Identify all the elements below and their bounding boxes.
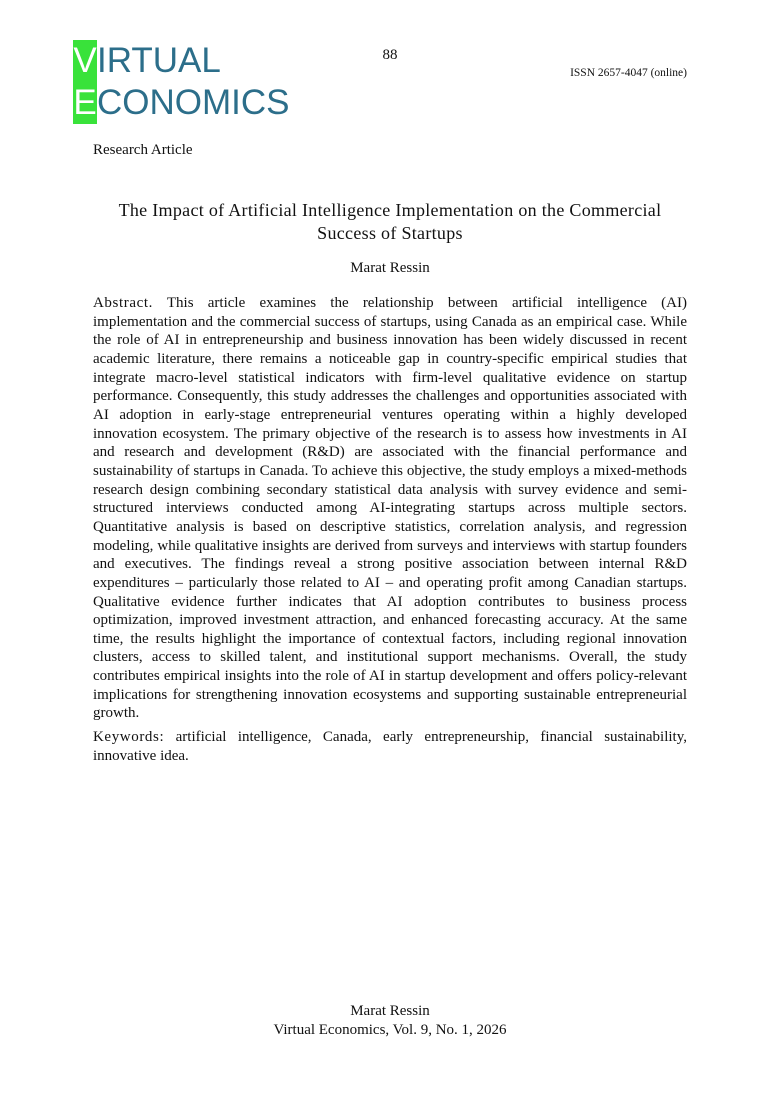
logo-letter-v: V — [73, 41, 97, 80]
article-type: Research Article — [93, 142, 193, 158]
article-title: The Impact of Artificial Intelligence Implementation on the Commercial Success of Startups — [118, 200, 662, 243]
footer-citation: Virtual Economics, Vol. 9, No. 1, 2026 — [273, 1022, 507, 1038]
keywords — [93, 728, 687, 765]
abstract-label: Abstract. — [93, 295, 153, 311]
logo-word-irtual: IRTUAL — [97, 41, 221, 80]
issn-label: ISSN 2657-4047 (online) — [570, 67, 687, 79]
keywords-text: artificial intelligence, Canada, early entrepreneurship, financial sustainability, innovative idea. — [93, 729, 687, 764]
keywords-label: Keywords: — [93, 729, 165, 745]
footer-author: Marat Ressin — [350, 1003, 430, 1019]
logo-letter-e: E — [73, 83, 97, 122]
abstract-text: This article examines the relationship between artificial intelligence (AI) implementation and the commercial success of startups, using Canada as an empirical case. While the role of AI in entrepreneurship and business innovation has been widely discussed in recent academic literature, there remains a noticeable gap in country-specific empirical studies that integrate macro-level statistical indicators with firm-level qualitative evidence on startup performance. Consequently, this study addresses the challenges and opportunities associated with AI adoption in early-stage entrepreneurial ventures operating within a highly developed innovation ecosystem. The primary objective of the research is to assess how investments in AI and research and development (R&D) are associated with the financial performance and sustainability of startups in Canada. To achieve this objective, the study employs a mixed-methods research design combining secondary statistical data analysis with survey evidence and semi-structured interviews conducted among AI-integrating startups across multiple sectors. Quantitative analysis is based on descriptive statistics, correlation analysis, and regression modeling, while qualitative insights are derived from surveys and interviews with startup founders and executives. The findings reveal a strong positive association between internal R&D expenditures – particularly those related to AI – and operating profit among Canadian startups. Qualitative evidence further indicates that AI adoption contributes to business process optimization, improved investment attraction, and enhanced forecasting accuracy. At the same time, the results highlight the importance of contextual factors, including regional innovation clusters, access to skilled talent, and institutional support mechanisms. Overall, the study contributes empirical insights into the role of AI in startup development and offers policy-relevant implications for strengthening innovation ecosystems and supporting sustainable entrepreneurial growth. — [93, 295, 687, 722]
logo-line-2 — [73, 82, 290, 124]
abstract — [93, 294, 687, 723]
article-author: Marat Ressin — [350, 260, 430, 276]
logo-word-conomics: CONOMICS — [97, 83, 290, 122]
page-number: 88 — [382, 47, 398, 63]
page-footer — [0, 1002, 780, 1040]
